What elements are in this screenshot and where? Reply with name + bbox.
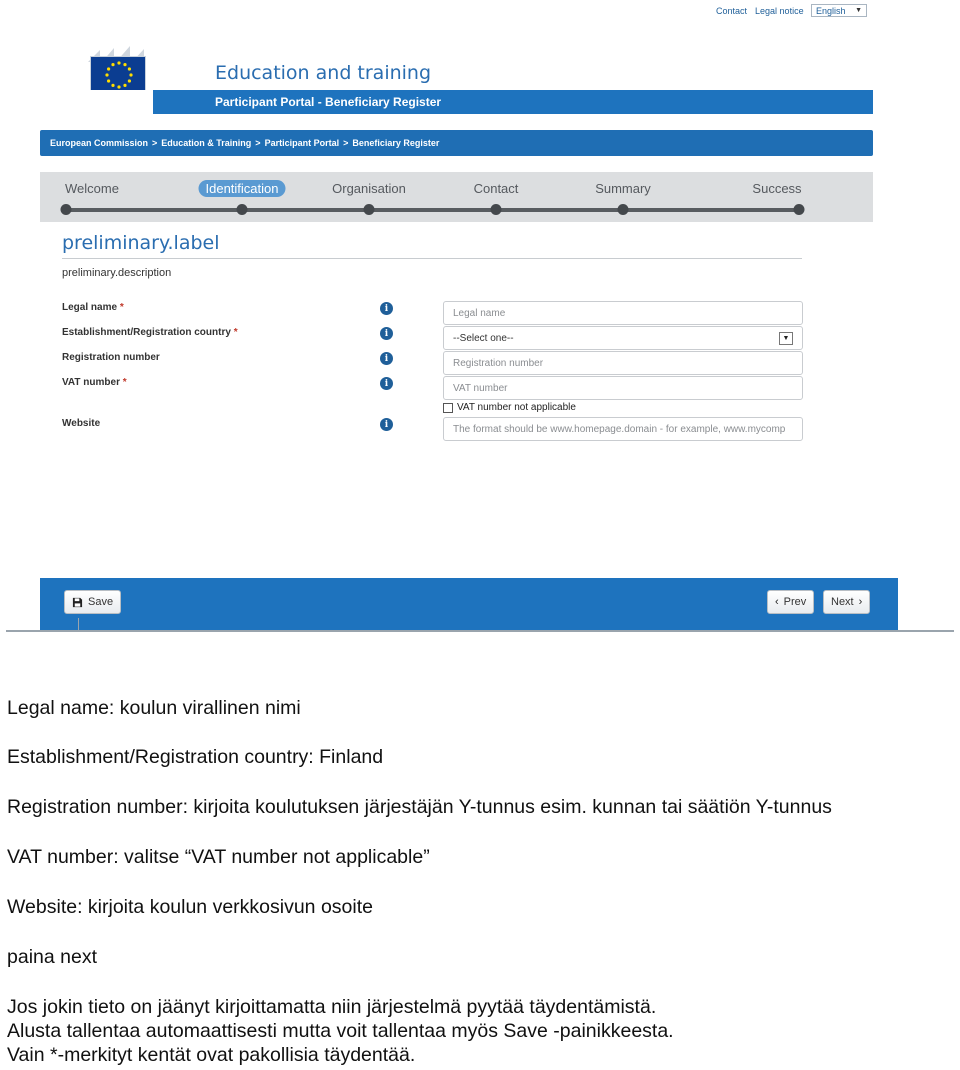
vat-not-applicable-label: VAT number not applicable xyxy=(457,402,576,413)
website-input[interactable] xyxy=(443,417,803,441)
required-mark: * xyxy=(122,377,127,388)
divider xyxy=(62,258,802,259)
country-select[interactable] xyxy=(443,326,803,350)
language-value: English xyxy=(816,5,846,16)
vat-number-input[interactable] xyxy=(443,376,803,400)
language-select[interactable] xyxy=(811,4,867,17)
instruction-registration: Registration number: kirjoita koulutuksen järjestäjän Y-tunnus esim. kunnan tai säätiön Y-tunnus xyxy=(7,796,832,818)
instruction-country: Establishment/Registration country: Finland xyxy=(7,746,384,768)
info-icon[interactable]: i xyxy=(380,377,393,390)
step-summary[interactable]: Summary xyxy=(595,181,651,196)
breadcrumb-item[interactable]: Education & Training xyxy=(161,138,252,148)
wizard-rail xyxy=(66,208,799,212)
instruction-note: Jos jokin tieto on jäänyt kirjoittamatta niin järjestelmä pyytää täydentämistä. xyxy=(7,996,657,1018)
breadcrumb-item[interactable]: European Commission xyxy=(50,138,149,148)
country-label: Establishment/Registration country * xyxy=(62,327,238,338)
chevron-right-icon: › xyxy=(858,596,863,608)
legal-notice-link[interactable]: Legal notice xyxy=(755,6,804,16)
info-icon[interactable]: i xyxy=(380,302,393,315)
instruction-note: Alusta tallentaa automaattisesti mutta voit tallentaa myös Save -painikkeesta. xyxy=(7,1020,674,1042)
save-label: Save xyxy=(88,596,114,608)
save-button[interactable] xyxy=(64,590,121,614)
app-title: Education and training xyxy=(215,62,432,84)
breadcrumb-separator: > xyxy=(343,138,349,148)
chevron-left-icon: ‹ xyxy=(775,596,779,608)
instruction-next: paina next xyxy=(7,946,97,968)
footer-toolbar xyxy=(40,578,898,630)
breadcrumb-separator: > xyxy=(255,138,261,148)
legal-name-input[interactable] xyxy=(443,301,803,325)
portal-screenshot xyxy=(6,4,954,632)
step-organisation[interactable]: Organisation xyxy=(332,181,406,196)
breadcrumb-item[interactable]: Beneficiary Register xyxy=(352,138,440,148)
step-dot xyxy=(364,204,375,215)
step-dot xyxy=(618,204,629,215)
instruction-legal-name: Legal name: koulun virallinen nimi xyxy=(7,697,301,719)
portal-subtitle: Participant Portal - Beneficiary Register xyxy=(215,95,442,109)
instruction-note: Vain *-merkityt kentät ovat pakollisia täydentää. xyxy=(7,1044,416,1066)
next-button[interactable] xyxy=(823,590,870,614)
step-dot xyxy=(61,204,72,215)
next-label: Next xyxy=(831,596,854,608)
registration-number-label: Registration number xyxy=(62,352,160,363)
instruction-vat: VAT number: valitse “VAT number not applicable” xyxy=(7,846,430,868)
step-welcome[interactable]: Welcome xyxy=(65,181,119,196)
step-dot xyxy=(491,204,502,215)
step-contact[interactable]: Contact xyxy=(473,181,519,196)
save-icon xyxy=(72,597,83,608)
step-identification[interactable]: Identification xyxy=(199,180,286,197)
contact-link[interactable]: Contact xyxy=(716,6,748,16)
section-description: preliminary.description xyxy=(62,267,172,279)
section-title: preliminary.label xyxy=(62,232,220,254)
prev-label: Prev xyxy=(783,596,807,608)
portal-header-band xyxy=(40,90,873,114)
breadcrumb-item[interactable]: Participant Portal xyxy=(264,138,340,148)
info-icon[interactable]: i xyxy=(380,352,393,365)
eu-flag-icon xyxy=(90,56,146,92)
breadcrumb-separator: > xyxy=(152,138,158,148)
screenshot-border xyxy=(6,630,954,632)
legal-name-label: Legal name * xyxy=(62,302,124,313)
chevron-down-icon: ▼ xyxy=(779,332,793,345)
vat-number-label: VAT number * xyxy=(62,377,127,388)
info-icon[interactable]: i xyxy=(380,418,393,431)
info-icon[interactable]: i xyxy=(380,327,393,340)
website-label: Website xyxy=(62,418,101,429)
top-links xyxy=(716,4,804,18)
chevron-down-icon: ▼ xyxy=(855,7,862,14)
country-select-value: --Select one-- xyxy=(453,332,514,344)
vat-not-applicable-row xyxy=(443,402,576,413)
instruction-website: Website: kirjoita koulun verkkosivun osoite xyxy=(7,896,373,918)
prev-button[interactable] xyxy=(767,590,814,614)
breadcrumb xyxy=(40,130,873,156)
step-dot xyxy=(237,204,248,215)
step-dot xyxy=(794,204,805,215)
vat-not-applicable-checkbox[interactable] xyxy=(443,403,453,413)
registration-number-input[interactable] xyxy=(443,351,803,375)
required-mark: * xyxy=(233,327,238,338)
wizard-steps xyxy=(40,172,873,222)
step-success[interactable]: Success xyxy=(752,181,802,196)
required-mark: * xyxy=(119,302,124,313)
